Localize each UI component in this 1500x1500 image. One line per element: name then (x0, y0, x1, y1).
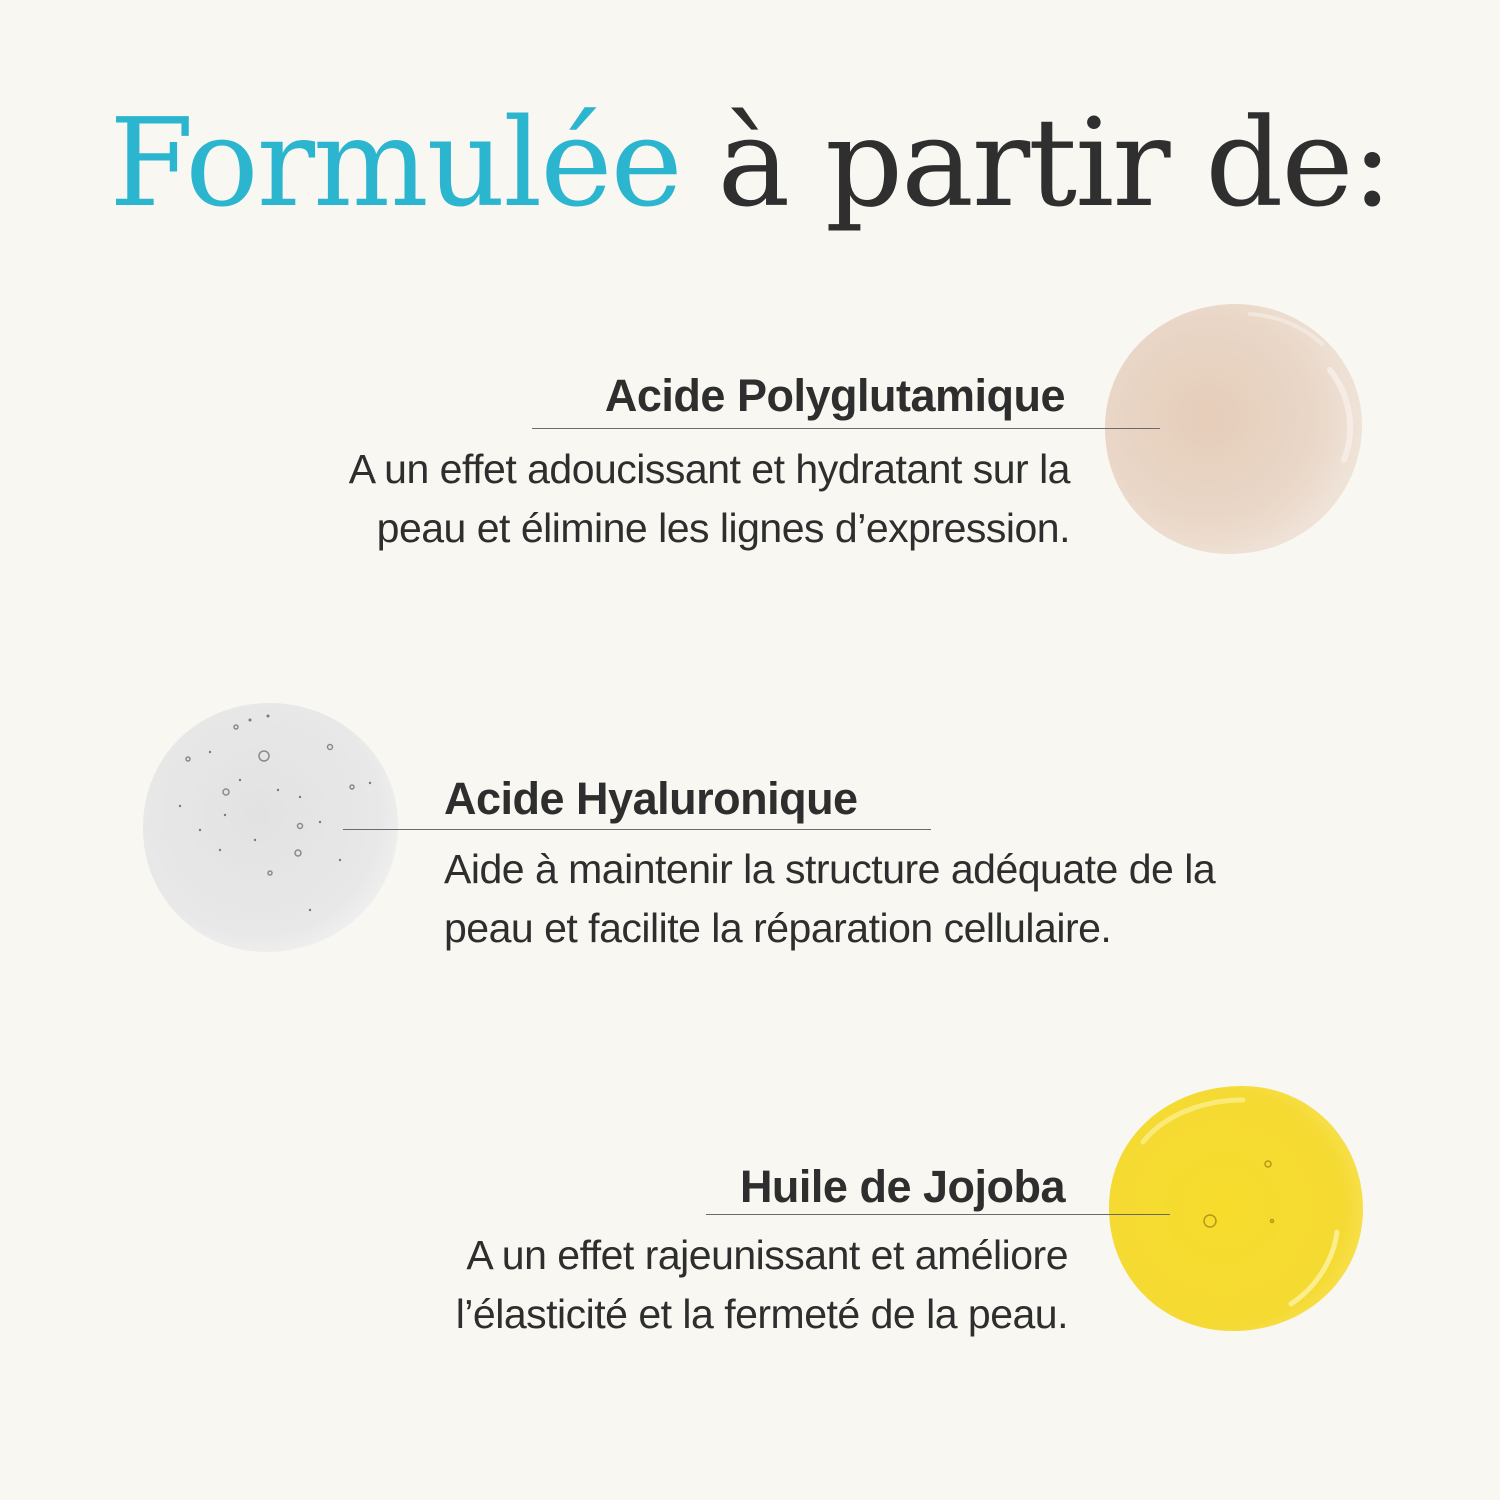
description-line: peau et facilite la réparation cellulaire. (444, 905, 1112, 951)
clear-gel-drop-icon (140, 700, 400, 955)
divider (343, 829, 931, 830)
description-line: A un effet adoucissant et hydratant sur la (348, 446, 1070, 492)
description-line: peau et élimine les lignes d’expression. (376, 505, 1070, 551)
title-accent: Formulée (109, 92, 681, 234)
description-line: l’élasticité et la fermeté de la peau. (455, 1291, 1068, 1337)
ingredient-description (200, 1226, 1068, 1344)
description-line: Aide à maintenir la structure adéquate de la (444, 846, 1216, 892)
divider (532, 428, 1160, 429)
ingredient-title: Acide Polyglutamique (604, 370, 1065, 421)
page-title (0, 88, 1500, 238)
divider (706, 1214, 1170, 1215)
ingredient-description (444, 840, 1404, 958)
yellow-oil-drop-icon (1105, 1082, 1367, 1334)
title-rest: à partir de: (680, 92, 1391, 234)
description-line: A un effet rajeunissant et améliore (466, 1232, 1068, 1278)
ingredient-title: Huile de Jojoba (739, 1161, 1065, 1212)
ingredient-description (150, 440, 1070, 558)
beige-cream-drop-icon (1100, 300, 1365, 558)
ingredient-title: Acide Hyaluronique (444, 773, 858, 824)
